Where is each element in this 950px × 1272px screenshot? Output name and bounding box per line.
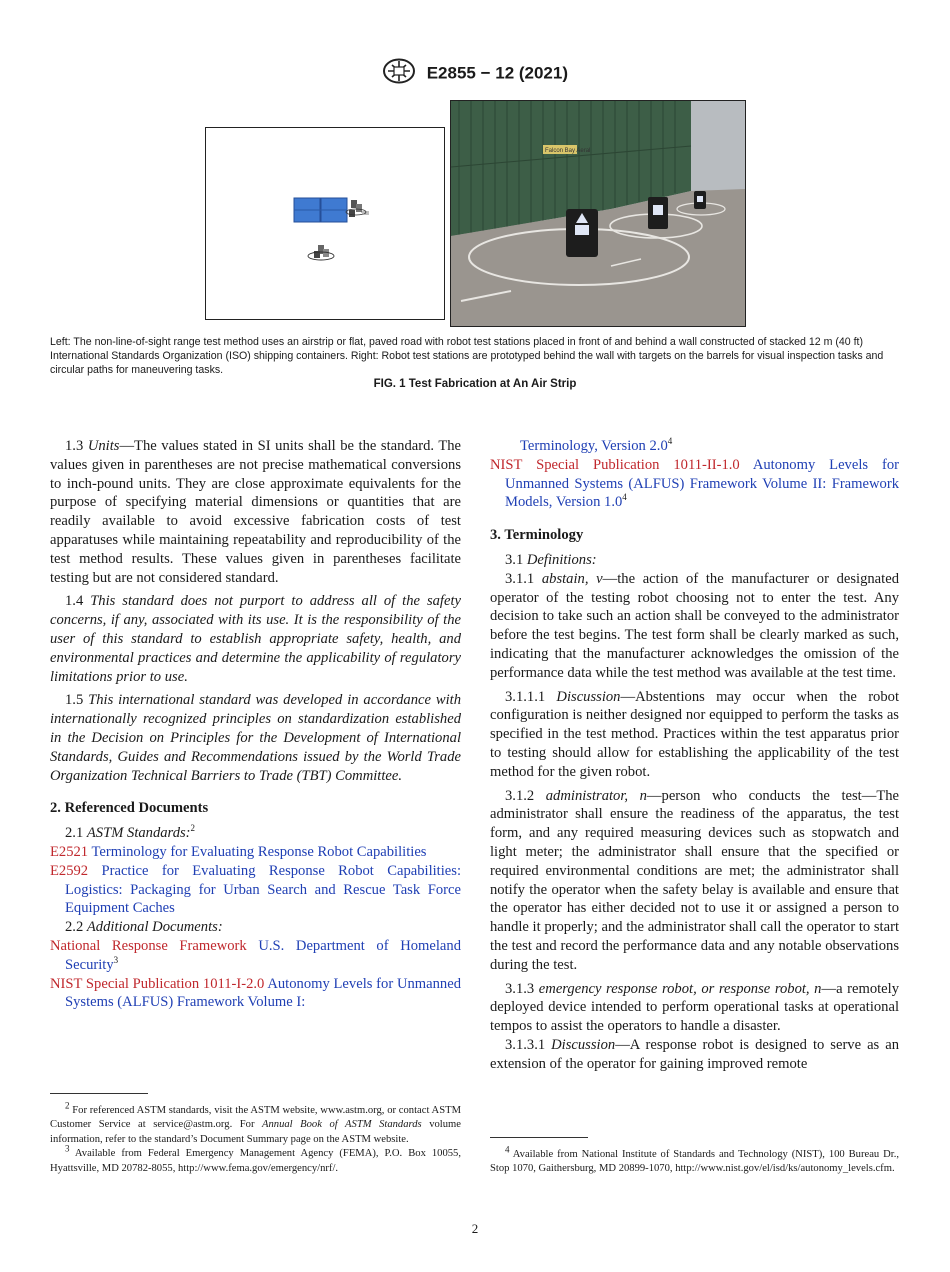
reference-nist-1011-i-cont[interactable]: Terminology, Version $2.0^4$ [520,436,673,454]
paragraph-1-5: 1.5 This international standard was developed in accordance with internationally recognized principles on standardization established in the Decision on Principles for the Development of International Standards, Guides and Recommendations issued by the World Trade Organization Technical Barriers to Trade (TBT) Committee. [50,692,462,784]
reference-nist-1011-ii[interactable]: NIST Special Publication 1011-II-1.0 Autonomy Levels for Unmanned Systems (ALFUS) Framework Volume II: Framework Models, Version $1.0^4$ [490,456,899,511]
section-3-heading: 3. Terminology [490,527,584,544]
subsection-2-2: 2.2 Additional Documents: [65,919,223,936]
right-column [490,437,899,1074]
astm-logo-icon [382,58,416,89]
page-header [0,58,950,89]
barrel-far [694,191,706,209]
footnote-4: $^4$ Available from National Institute of Standards and Technology (NIST), 100 Bureau Dr., Stop 1070, Gaithersburg, MD 20899-1070, http://www.nist.gov/el/isd/ks/autonomy_levels.cfm. [490,1144,899,1175]
reference-e2521[interactable]: E2521 Terminology for Evaluating Response Robot Capabilities [50,843,427,860]
test-station-barrels-top [346,200,369,217]
definition-3-1-1: 3.1.1 abstain, v—the action of the manufacturer or designated operator of the testing robot choosing not to enter the test. Any decision to take such an action shall be conveyed to the administrator before the test begins. The test form shall be clearly marked as such, indicating that the manufacturer acknowledges the omission of the performance data while the test method was available at the test time. [490,570,899,681]
shipping-container-wall [294,198,347,222]
footnote-rule-left [50,1093,148,1094]
footnote-rule-right [490,1137,588,1138]
definition-3-1-3: 3.1.3 emergency response robot, or response robot, n—a remotely deployed device intended to perform operational tasks at operational tempos to assist the operators to handle a disaster. [490,980,900,1035]
paragraph-1-4: 1.4 This standard does not purport to address all of the safety concerns, if any, associated with its use. It is the responsibility of the user of this standard to establish appropriate safety, health, and environmental practices and determine the applicability of regulatory limitations prior to use. [50,593,461,685]
definition-3-1-1-1: 3.1.1.1 Discussion—Abstentions may occur when the robot configuration is neither designed nor equipped to perform the tasks as specified in the test method. Practices within the test apparatus prior to testing should allow for establishing the applicability of the test method for the given robot. [490,688,900,780]
paragraph-1-3: 1.3 Units—The values stated in SI units shall be the standard. The values given in parentheses are not precise mathematical conversions to inch-pound units. They are close approximate equivalents for the purpose of specifying material dimensions or quantities that are readily available to avoid excessive fabrication costs of test apparatuses while maintaining repeatability and reproducibility of the test method results. These values given in parentheses facilitate testing but are not considered standard. [50,438,462,586]
subsection-2-1: 2.1 ASTM Standards:$^2$ [65,823,196,842]
left-column [50,437,461,1012]
section-2-heading: 2. Referenced Documents [50,800,209,817]
reference-nist-1011-i[interactable]: NIST Special Publication 1011-I-2.0 Autonomy Levels for Unmanned Systems (ALFUS) Framework Volume I: [50,975,462,1011]
definition-3-1-3-1: 3.1.3.1 Discussion—A response robot is designed to serve as an extension of the operator for gaining improved remote [490,1036,899,1072]
figure-diagram-panel [205,127,445,320]
footnotes-left [50,1100,461,1176]
subsection-3-1: 3.1 Definitions: [505,551,597,568]
figure-caption: Left: The non-line-of-sight range test method uses an airstrip or flat, paved road with robot test stations placed in front of and behind a wall constructed of stacked 12 m (40 ft) International Standards Organization (ISO) shipping containers. Right: Robot test stations are prototyped behind the wall with targets on the barrels for visual inspection tasks and circular paths for maneuvering tasks. [50,336,884,376]
test-station-barrels-bottom [308,245,334,260]
footnote-2: $^2$ For referenced ASTM standards, visit the ASTM website, www.astm.org, or contact ASTM Customer Service at service@astm.org. For Annual Book of ASTM Standards volume information, refer to the standard’s Document Summary page on the ASTM website. [50,1100,461,1145]
barrel-middle [648,197,668,229]
page-number: 2 [471,1221,479,1236]
document-designation: E2855 − 12 (2021) [426,63,569,83]
container-sign-text: Falcon Bay Aeral [545,148,591,154]
figure-photo-panel [450,100,746,327]
reference-e2592[interactable]: E2592 Practice for Evaluating Response Robot Capabilities: Logistics: Packaging for Urban Search and Rescue Task Force Equipment Caches [50,862,462,917]
reference-nrf[interactable]: National Response Framework U.S. Department of Homeland Security$^3$ [50,937,461,973]
figure-title: FIG. 1 Test Fabrication at An Air Strip [373,378,577,390]
footnotes-right [490,1144,899,1177]
footnote-3: $^3$ Available from Federal Emergency Management Agency (FEMA), P.O. Box 10055, Hyattsville, MD 20782-8055, http://www.fema.gov/emergency/nrf/. [50,1143,461,1174]
definition-3-1-2: 3.1.2 administrator, n—person who conducts the test—The administrator shall ensure the readiness of the apparatus, the test form, and any required measuring devices such as stopwatch and light meter; the administrator shall ensure that the specified or required environmental conditions are met; the administrator shall notify the operator when the safety belay is available and ensure that the operator has either decided not to use it or assigned a person to handle it properly; and the administrator shall call the operator to start the test and record the performance data and any notable observations during the test. [490,787,900,973]
barrel-near [566,209,598,257]
